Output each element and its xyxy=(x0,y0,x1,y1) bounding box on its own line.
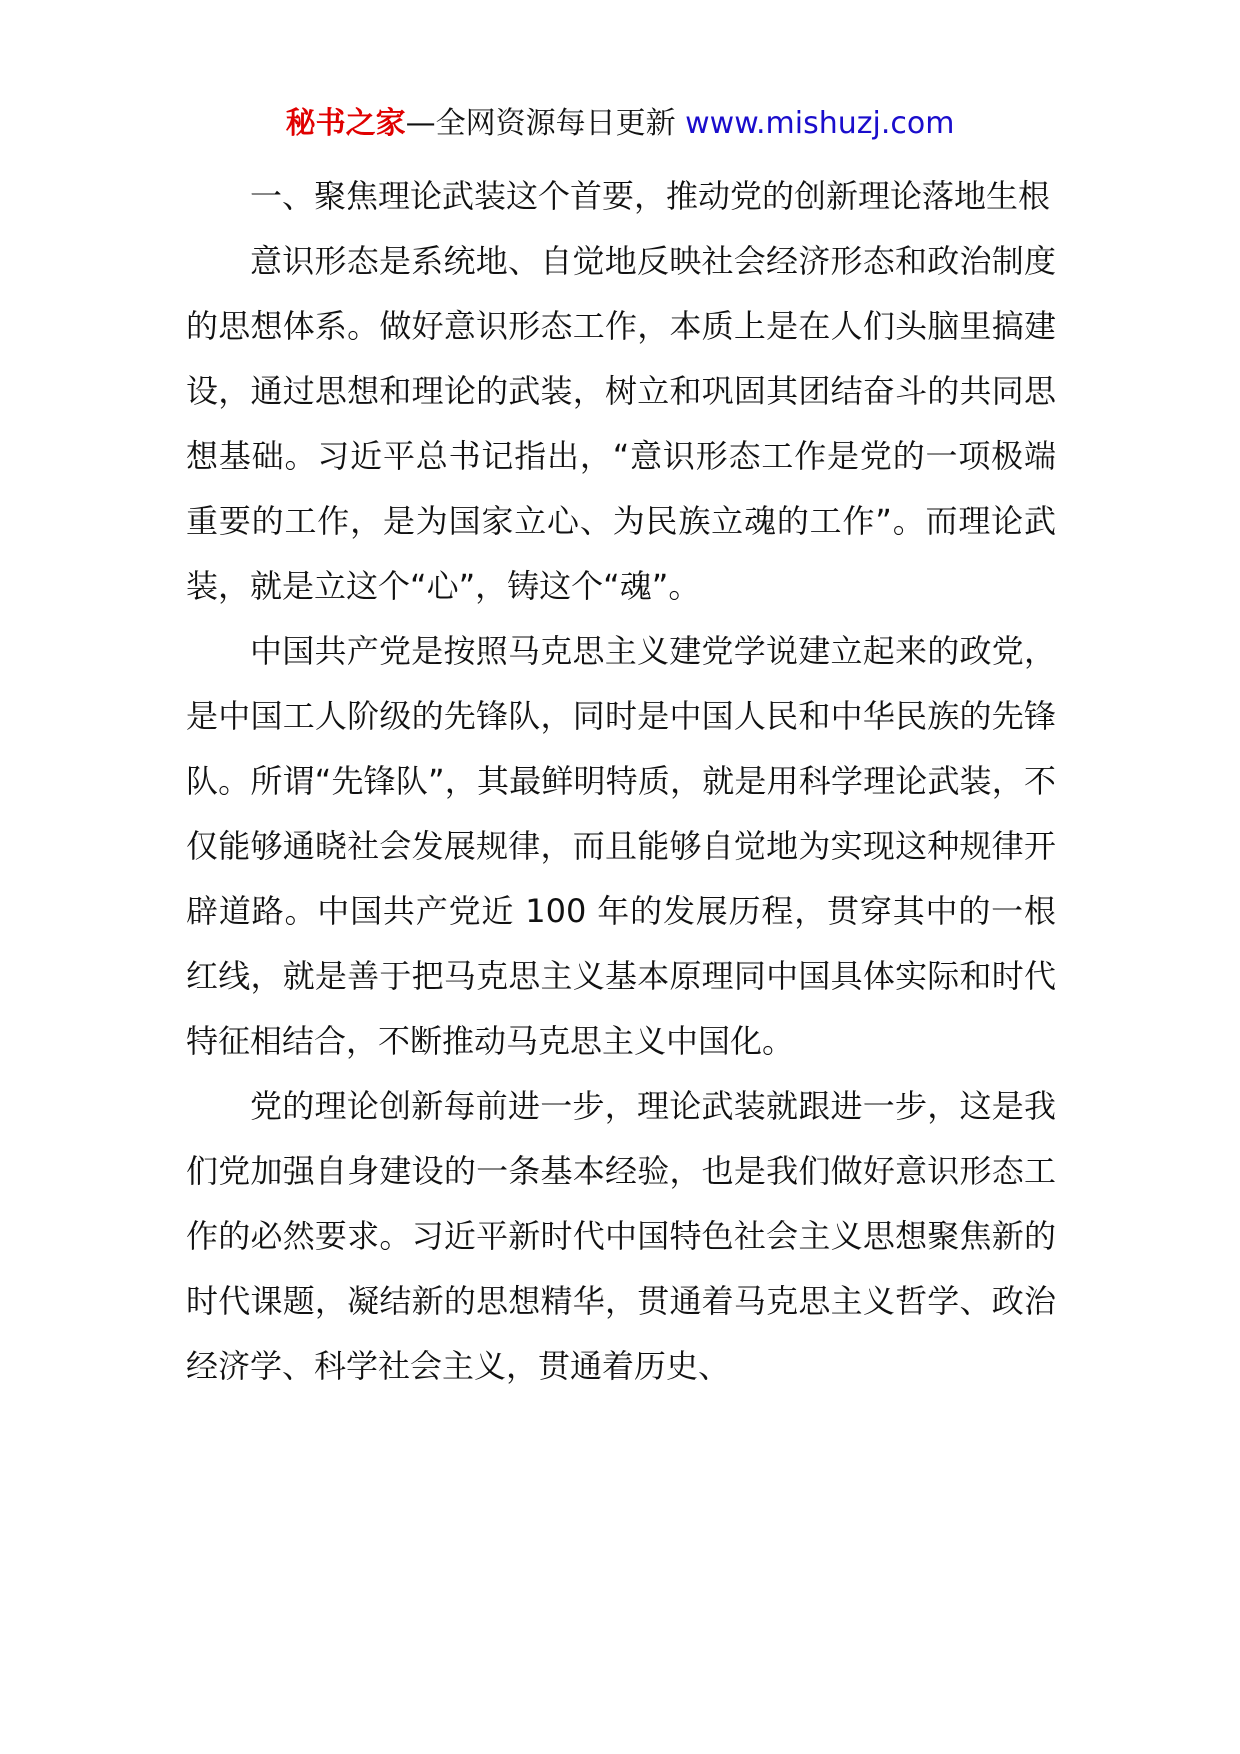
paragraph: 意识形态是系统地、自觉地反映社会经济形态和政治制度的思想体系。做好意识形态工作，本质上是在人们头脑里搞建设，通过思想和理论的武装，树立和巩固其团结奋斗的共同思想基础。习近平总书记指出，“意识形态工作是党的一项极端重要的工作，是为国家立心、为民族立魂的工作”。而理论武装，就是立这个“心”，铸这个“魂”。 xyxy=(186,242,1056,605)
paragraph: 党的理论创新每前进一步，理论武装就跟进一步，这是我们党加强自身建设的一条基本经验，也是我们做好意识形态工作的必然要求。习近平新时代中国特色社会主义思想聚焦新的时代课题，凝结新的思想精华，贯通着马克思主义哲学、政治经济学、科学社会主义，贯通着历史、 xyxy=(186,1087,1056,1385)
brand-name: 秘书之家 xyxy=(285,106,406,141)
section-heading: 一、聚焦理论武装这个首要，推动党的创新理论落地生根 xyxy=(250,177,1051,215)
document-body xyxy=(186,164,1056,1399)
site-url-link[interactable]: www.mishuzj.com xyxy=(685,106,955,141)
site-header xyxy=(0,102,1240,146)
header-tagline: —全网资源每日更新 xyxy=(405,106,676,141)
paragraph: 中国共产党是按照马克思主义建党学说建立起来的政党，是中国工人阶级的先锋队，同时是中国人民和中华民族的先锋队。所谓“先锋队”，其最鲜明特质，就是用科学理论武装，不仅能够通晓社会发展规律，而且能够自觉地为实现这种规律开辟道路。中国共产党近 100 年的发展历程，贯穿其中的一根红线，就是善于把马克思主义基本原理同中国具体实际和时代特征相结合，不断推动马克思主义中国化。 xyxy=(186,632,1056,1060)
